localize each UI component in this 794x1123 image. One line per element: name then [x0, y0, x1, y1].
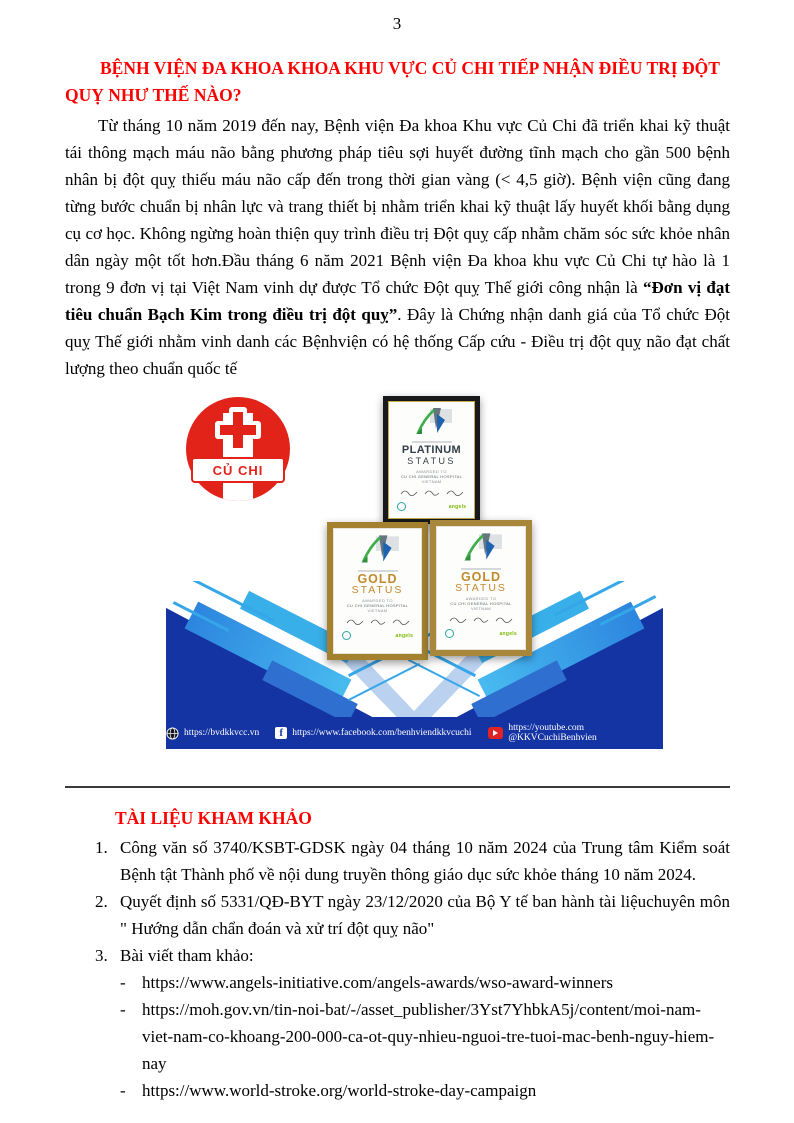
- banner-footer: [166, 717, 663, 749]
- certificate-country: VIETNAM: [471, 606, 491, 611]
- signatures: [399, 487, 465, 499]
- certificate-brands: [445, 629, 517, 638]
- reference-link-item: [120, 996, 730, 1077]
- website-url: https://bvdkkvcc.vn: [184, 728, 260, 738]
- reference-number: 2.: [95, 892, 108, 911]
- certificate-status: STATUS: [351, 584, 404, 596]
- article-paragraph: [65, 112, 730, 382]
- signatures: [448, 614, 514, 626]
- reference-item: [95, 942, 730, 969]
- youtube-icon: [488, 727, 504, 739]
- reference-url: https://www.world-stroke.org/world-stroke-day-campaign: [142, 1081, 537, 1100]
- certificate-recipient: CU CHI GENERAL HOSPITAL: [346, 603, 409, 608]
- facebook-url: https://www.facebook.com/benhviendkkvcuchi: [292, 728, 472, 738]
- certificate-tier: PLATINUM: [401, 444, 462, 456]
- references-list: [95, 834, 730, 1104]
- award-logo-icon: [410, 407, 454, 439]
- paragraph-part2: . Đây là Chứng nhận danh giá của Tổ chức Đột quỵ Thế giới nhằm vinh danh các Bệnhviện có hệ thống Cấp cứu - Điều trị đột quỵ não đạt chất lượng theo chuẩn quốc tế: [65, 305, 730, 378]
- bullet-dash: -: [120, 1000, 126, 1019]
- certificate-content: [333, 528, 422, 654]
- signatures: [345, 616, 411, 628]
- certificate-country: VIETNAM: [421, 479, 442, 484]
- certificate-gold-right: [430, 520, 532, 656]
- page-number: 3: [392, 14, 402, 33]
- facebook-link: [275, 727, 471, 739]
- certificate-awarded-to: AWARDED TO: [362, 598, 393, 603]
- reference-text: Công văn số 3740/KSBT-GDSK ngày 04 tháng 10 năm 2024 của Trung tâm Kiểm soát Bệnh tật Thành phố về nội dung truyền thông giáo dục sức khỏe tháng 10 năm 2024.: [120, 838, 730, 884]
- angels-brand: angels: [499, 630, 518, 637]
- certificate-status: STATUS: [455, 582, 507, 594]
- award-logo-icon: [458, 532, 504, 566]
- certificate-caption-line: [412, 441, 452, 443]
- paragraph-bold-quote: “Đơn vị đạt tiêu chuẩn Bạch Kim trong điều trị đột quỵ”: [65, 278, 731, 324]
- certificate-brands: [342, 631, 413, 640]
- certificate-gold-left: [327, 522, 428, 660]
- globe-icon: [166, 727, 179, 740]
- certificate-recipient: CU CHI GENERAL HOSPITAL: [450, 601, 512, 606]
- hospital-logo: [186, 397, 290, 501]
- award-logo-icon: [355, 534, 401, 568]
- certificate-country: VIETNAM: [367, 608, 388, 613]
- certificate-tier: GOLD: [357, 572, 398, 586]
- reference-url: https://moh.gov.vn/tin-noi-bat/-/asset_publisher/3Yst7YhbkA5j/content/moi-nam-viet-nam-co-khoang-200-000-ca-ot-quy-nhieu-nguoi-tre-tuoi-mac-benh-nguy-hiem-nay: [142, 1000, 715, 1073]
- certificate-status: STATUS: [407, 456, 456, 466]
- reference-link-item: [120, 1077, 730, 1104]
- reference-item: [95, 888, 730, 942]
- bullet-dash: -: [120, 1081, 126, 1100]
- reference-text: Bài viết tham khảo:: [120, 946, 254, 965]
- youtube-link: [488, 723, 663, 743]
- facebook-icon: f: [275, 727, 287, 739]
- reference-number: 1.: [95, 838, 108, 857]
- certificate-awarded-to: AWARDED TO: [416, 469, 447, 474]
- reference-url: https://www.angels-initiative.com/angels-awards/wso-award-winners: [142, 973, 613, 992]
- certificate-content: [388, 401, 475, 519]
- wso-icon: [445, 629, 454, 638]
- certificate-tier: GOLD: [460, 570, 502, 584]
- certificate-platinum: [383, 396, 480, 524]
- certificate-brands: [397, 502, 467, 511]
- section-divider: [65, 786, 730, 788]
- logo-ribbon: CỦ CHI: [191, 457, 285, 483]
- medical-cross-inner: [220, 412, 256, 448]
- youtube-url: https://youtube.com @KKVCuchiBenhvien: [508, 723, 597, 743]
- reference-links: [120, 969, 730, 1104]
- wso-icon: [397, 502, 406, 511]
- article-title: BỆNH VIỆN ĐA KHOA KHOA KHU VỰC CỦ CHI TIẾP NHẬN ĐIỀU TRỊ ĐỘT QUỴ NHƯ THẾ NÀO?: [65, 58, 720, 105]
- reference-link-item: [120, 969, 730, 996]
- bullet-dash: -: [120, 973, 126, 992]
- reference-text: Quyết định số 5331/QĐ-BYT ngày 23/12/2020 của Bộ Y tế ban hành tài liệuchuyên môn " Hướng dẫn chẩn đoán và xử trí đột quỵ não": [120, 892, 730, 938]
- reference-number: 3.: [95, 946, 108, 965]
- certificate-recipient: CU CHI GENERAL HOSPITAL: [400, 474, 463, 479]
- website-link: [166, 727, 259, 740]
- paragraph-part1: Từ tháng 10 năm 2019 đến nay, Bệnh viện Đa khoa Khu vực Củ Chi đã triển khai kỹ thuật tái thông mạch máu não bằng phương pháp tiêu sợi huyết đường tĩnh mạch cho gần 500 bệnh nhân bị đột quỵ thiếu máu não cấp đến trong thời gian vàng (< 4,5 giờ). Bệnh viện cũng đang từng bước chuẩn bị nhân lực và trang thiết bị nhằm triển khai kỹ thuật lấy huyết khối bằng dụng cụ cơ học. Không ngừng hoàn thiện quy trình điều trị Đột quỵ cấp nhằm chăm sóc sức khỏe nhân dân ngày một tốt hơn.Đầu tháng 6 năm 2021 Bệnh viện Đa khoa khu vực Củ Chi tự hào là 1 trong 9 đơn vị tại Việt Nam vinh dự được Tổ chức Đột quỵ Thế giới công nhận là: [65, 116, 730, 297]
- angels-brand: angels: [448, 503, 467, 510]
- wso-icon: [342, 631, 351, 640]
- certificate-content: [436, 526, 526, 650]
- awards-figure: [166, 389, 663, 749]
- certificate-awarded-to: AWARDED TO: [465, 596, 497, 601]
- angels-brand: angels: [395, 632, 414, 639]
- reference-item: [95, 834, 730, 888]
- references-heading: TÀI LIỆU KHAM KHẢO: [115, 808, 312, 828]
